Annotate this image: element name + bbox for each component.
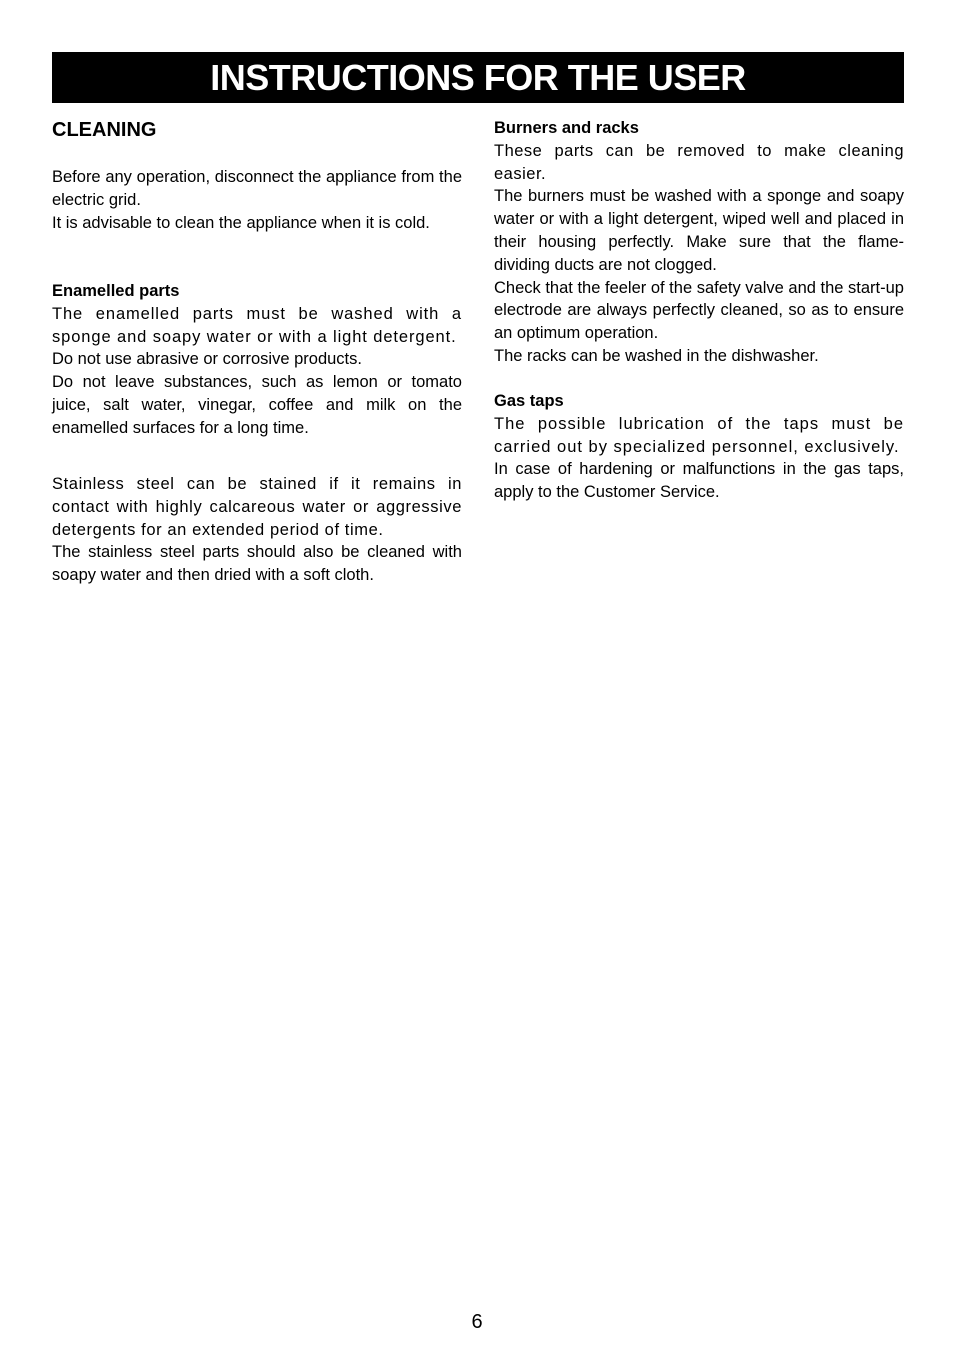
burners-paragraph: The burners must be washed with a sponge and soapy water or with a light detergent, wiped well and placed in their housing perfectly. Make sure that the flame-dividing ducts are not clogged. — [494, 187, 904, 274]
gas-taps-paragraph: The possible lubrication of the taps must be carried out by specialized personnel, exclusively. — [494, 414, 904, 456]
intro-paragraph: Before any operation, disconnect the appliance from the electric grid. — [52, 168, 462, 209]
section-title-cleaning: CLEANING — [52, 119, 157, 141]
enamelled-parts-section — [52, 280, 462, 440]
enamelled-parts-heading: Enamelled parts — [52, 282, 180, 300]
stainless-paragraph: The stainless steel parts should also be cleaned with soapy water and then dried with a soft cloth. — [52, 543, 462, 585]
page-title-bar — [52, 52, 904, 103]
burners-paragraph: These parts can be removed to make cleaning easier. — [494, 141, 904, 183]
enamelled-paragraph: The enamelled parts must be washed with a sponge and soapy water or with a light detergent. — [52, 304, 462, 346]
stainless-steel-section — [52, 473, 462, 587]
cleaning-intro — [52, 166, 462, 234]
enamelled-paragraph: Do not use abrasive or corrosive products. — [52, 350, 362, 369]
burners-paragraph: The racks can be washed in the dishwasher. — [494, 346, 819, 365]
burners-racks-heading: Burners and racks — [494, 119, 639, 137]
gas-taps-heading: Gas taps — [494, 392, 564, 410]
stainless-paragraph: Stainless steel can be stained if it remains in contact with highly calcareous water or aggressive detergents for an extended period of time. — [52, 475, 462, 539]
gas-taps-paragraph: In case of hardening or malfunctions in the gas taps, apply to the Customer Service. — [494, 460, 904, 502]
burners-paragraph: Check that the feeler of the safety valve and the start-up electrode are always perfectly cleaned, so as to ensure an optimum operation. — [494, 278, 904, 343]
page-title: INSTRUCTIONS FOR THE USER — [210, 56, 746, 98]
page-number: 6 — [471, 1311, 483, 1333]
burners-racks-section — [494, 117, 904, 368]
enamelled-paragraph: Do not leave substances, such as lemon or tomato juice, salt water, vinegar, coffee and milk on the enamelled surfaces for a long time. — [52, 373, 462, 437]
gas-taps-section — [494, 390, 904, 504]
intro-paragraph: It is advisable to clean the appliance when it is cold. — [52, 213, 430, 232]
